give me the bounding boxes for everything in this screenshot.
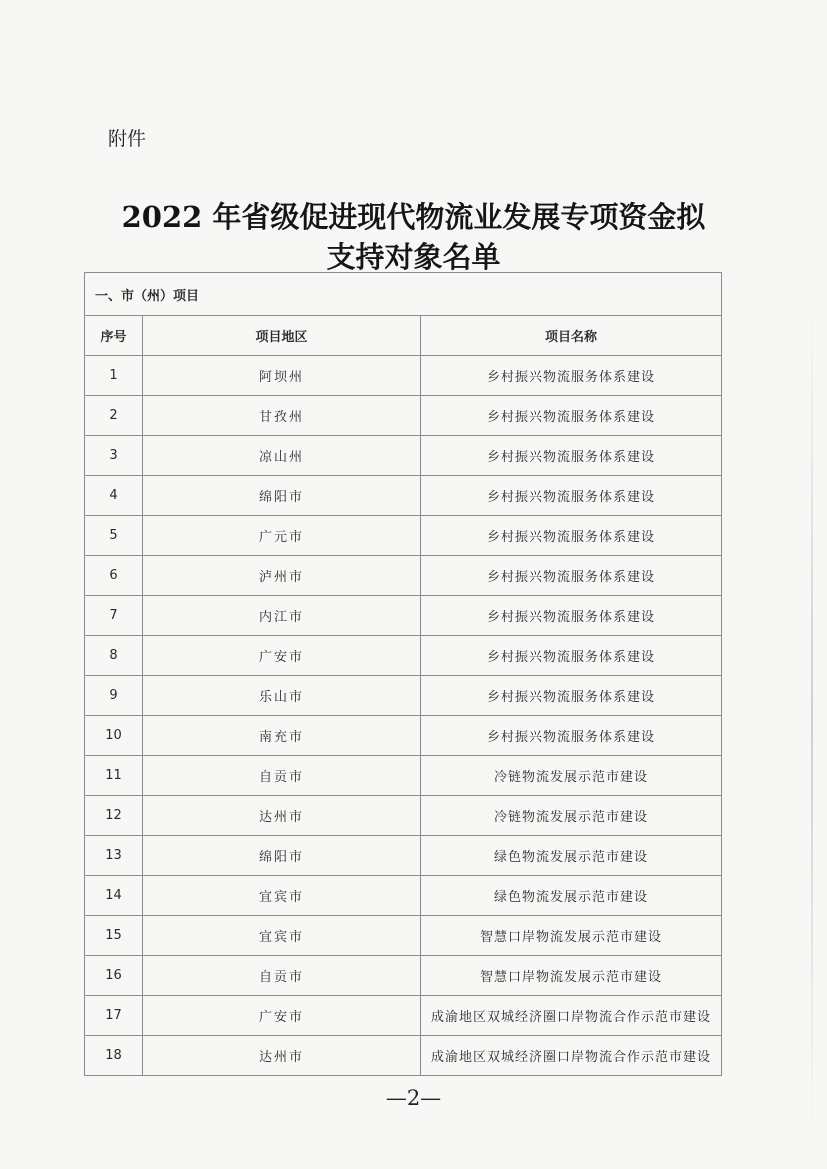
cell-no: 9 bbox=[85, 676, 143, 716]
cell-name: 乡村振兴物流服务体系建设 bbox=[421, 556, 722, 596]
cell-region: 阿坝州 bbox=[143, 356, 421, 396]
page-edge-shadow bbox=[811, 300, 813, 1140]
cell-no: 15 bbox=[85, 916, 143, 956]
cell-region: 南充市 bbox=[143, 716, 421, 756]
cell-name: 乡村振兴物流服务体系建设 bbox=[421, 356, 722, 396]
cell-no: 16 bbox=[85, 956, 143, 996]
table-row bbox=[85, 436, 722, 476]
table-row bbox=[85, 876, 722, 916]
cell-name: 乡村振兴物流服务体系建设 bbox=[421, 516, 722, 556]
table-row bbox=[85, 796, 722, 836]
table-row bbox=[85, 556, 722, 596]
table-row bbox=[85, 996, 722, 1036]
cell-no: 4 bbox=[85, 476, 143, 516]
cell-region: 凉山州 bbox=[143, 436, 421, 476]
cell-no: 11 bbox=[85, 756, 143, 796]
cell-region: 广安市 bbox=[143, 636, 421, 676]
cell-name: 乡村振兴物流服务体系建设 bbox=[421, 476, 722, 516]
cell-name: 乡村振兴物流服务体系建设 bbox=[421, 676, 722, 716]
cell-region: 乐山市 bbox=[143, 676, 421, 716]
cell-region: 甘孜州 bbox=[143, 396, 421, 436]
cell-region: 达州市 bbox=[143, 796, 421, 836]
cell-no: 17 bbox=[85, 996, 143, 1036]
cell-region: 绵阳市 bbox=[143, 836, 421, 876]
cell-no: 7 bbox=[85, 596, 143, 636]
cell-name: 乡村振兴物流服务体系建设 bbox=[421, 596, 722, 636]
table-row bbox=[85, 516, 722, 556]
cell-no: 1 bbox=[85, 356, 143, 396]
table-row bbox=[85, 1036, 722, 1076]
table-row bbox=[85, 596, 722, 636]
cell-no: 5 bbox=[85, 516, 143, 556]
cell-name: 乡村振兴物流服务体系建设 bbox=[421, 396, 722, 436]
cell-no: 12 bbox=[85, 796, 143, 836]
cell-region: 达州市 bbox=[143, 1036, 421, 1076]
table-row bbox=[85, 956, 722, 996]
cell-no: 6 bbox=[85, 556, 143, 596]
cell-name: 成渝地区双城经济圈口岸物流合作示范市建设 bbox=[421, 1036, 722, 1076]
project-list-table bbox=[84, 272, 722, 1076]
cell-name: 乡村振兴物流服务体系建设 bbox=[421, 716, 722, 756]
cell-name: 成渝地区双城经济圈口岸物流合作示范市建设 bbox=[421, 996, 722, 1036]
cell-name: 智慧口岸物流发展示范市建设 bbox=[421, 956, 722, 996]
cell-region: 自贡市 bbox=[143, 956, 421, 996]
cell-name: 绿色物流发展示范市建设 bbox=[421, 876, 722, 916]
cell-region: 绵阳市 bbox=[143, 476, 421, 516]
cell-no: 8 bbox=[85, 636, 143, 676]
cell-name: 冷链物流发展示范市建设 bbox=[421, 756, 722, 796]
header-no: 序号 bbox=[85, 316, 143, 356]
cell-region: 宜宾市 bbox=[143, 876, 421, 916]
cell-no: 18 bbox=[85, 1036, 143, 1076]
cell-no: 10 bbox=[85, 716, 143, 756]
table-row bbox=[85, 756, 722, 796]
cell-region: 泸州市 bbox=[143, 556, 421, 596]
cell-no: 2 bbox=[85, 396, 143, 436]
cell-region: 广安市 bbox=[143, 996, 421, 1036]
cell-region: 内江市 bbox=[143, 596, 421, 636]
cell-name: 智慧口岸物流发展示范市建设 bbox=[421, 916, 722, 956]
page-number: —2— bbox=[385, 1086, 442, 1110]
title-line-1: 2022 年省级促进现代物流业发展专项资金拟 bbox=[121, 200, 706, 234]
table-row bbox=[85, 836, 722, 876]
cell-region: 宜宾市 bbox=[143, 916, 421, 956]
table-row bbox=[85, 476, 722, 516]
cell-name: 冷链物流发展示范市建设 bbox=[421, 796, 722, 836]
cell-region: 自贡市 bbox=[143, 756, 421, 796]
header-region: 项目地区 bbox=[143, 316, 421, 356]
section-title: 一、市（州）项目 bbox=[85, 273, 722, 316]
header-name: 项目名称 bbox=[421, 316, 722, 356]
table-row bbox=[85, 636, 722, 676]
cell-no: 14 bbox=[85, 876, 143, 916]
cell-no: 13 bbox=[85, 836, 143, 876]
cell-name: 乡村振兴物流服务体系建设 bbox=[421, 436, 722, 476]
attachment-label: 附件 bbox=[108, 128, 147, 150]
table-row bbox=[85, 676, 722, 716]
cell-no: 3 bbox=[85, 436, 143, 476]
title-line-2: 支持对象名单 bbox=[326, 240, 501, 274]
cell-name: 乡村振兴物流服务体系建设 bbox=[421, 636, 722, 676]
table-row bbox=[85, 716, 722, 756]
cell-region: 广元市 bbox=[143, 516, 421, 556]
document-title bbox=[60, 197, 767, 277]
cell-name: 绿色物流发展示范市建设 bbox=[421, 836, 722, 876]
section-row bbox=[85, 273, 722, 316]
table-row bbox=[85, 916, 722, 956]
table-row bbox=[85, 396, 722, 436]
header-row bbox=[85, 316, 722, 356]
table-row bbox=[85, 356, 722, 396]
